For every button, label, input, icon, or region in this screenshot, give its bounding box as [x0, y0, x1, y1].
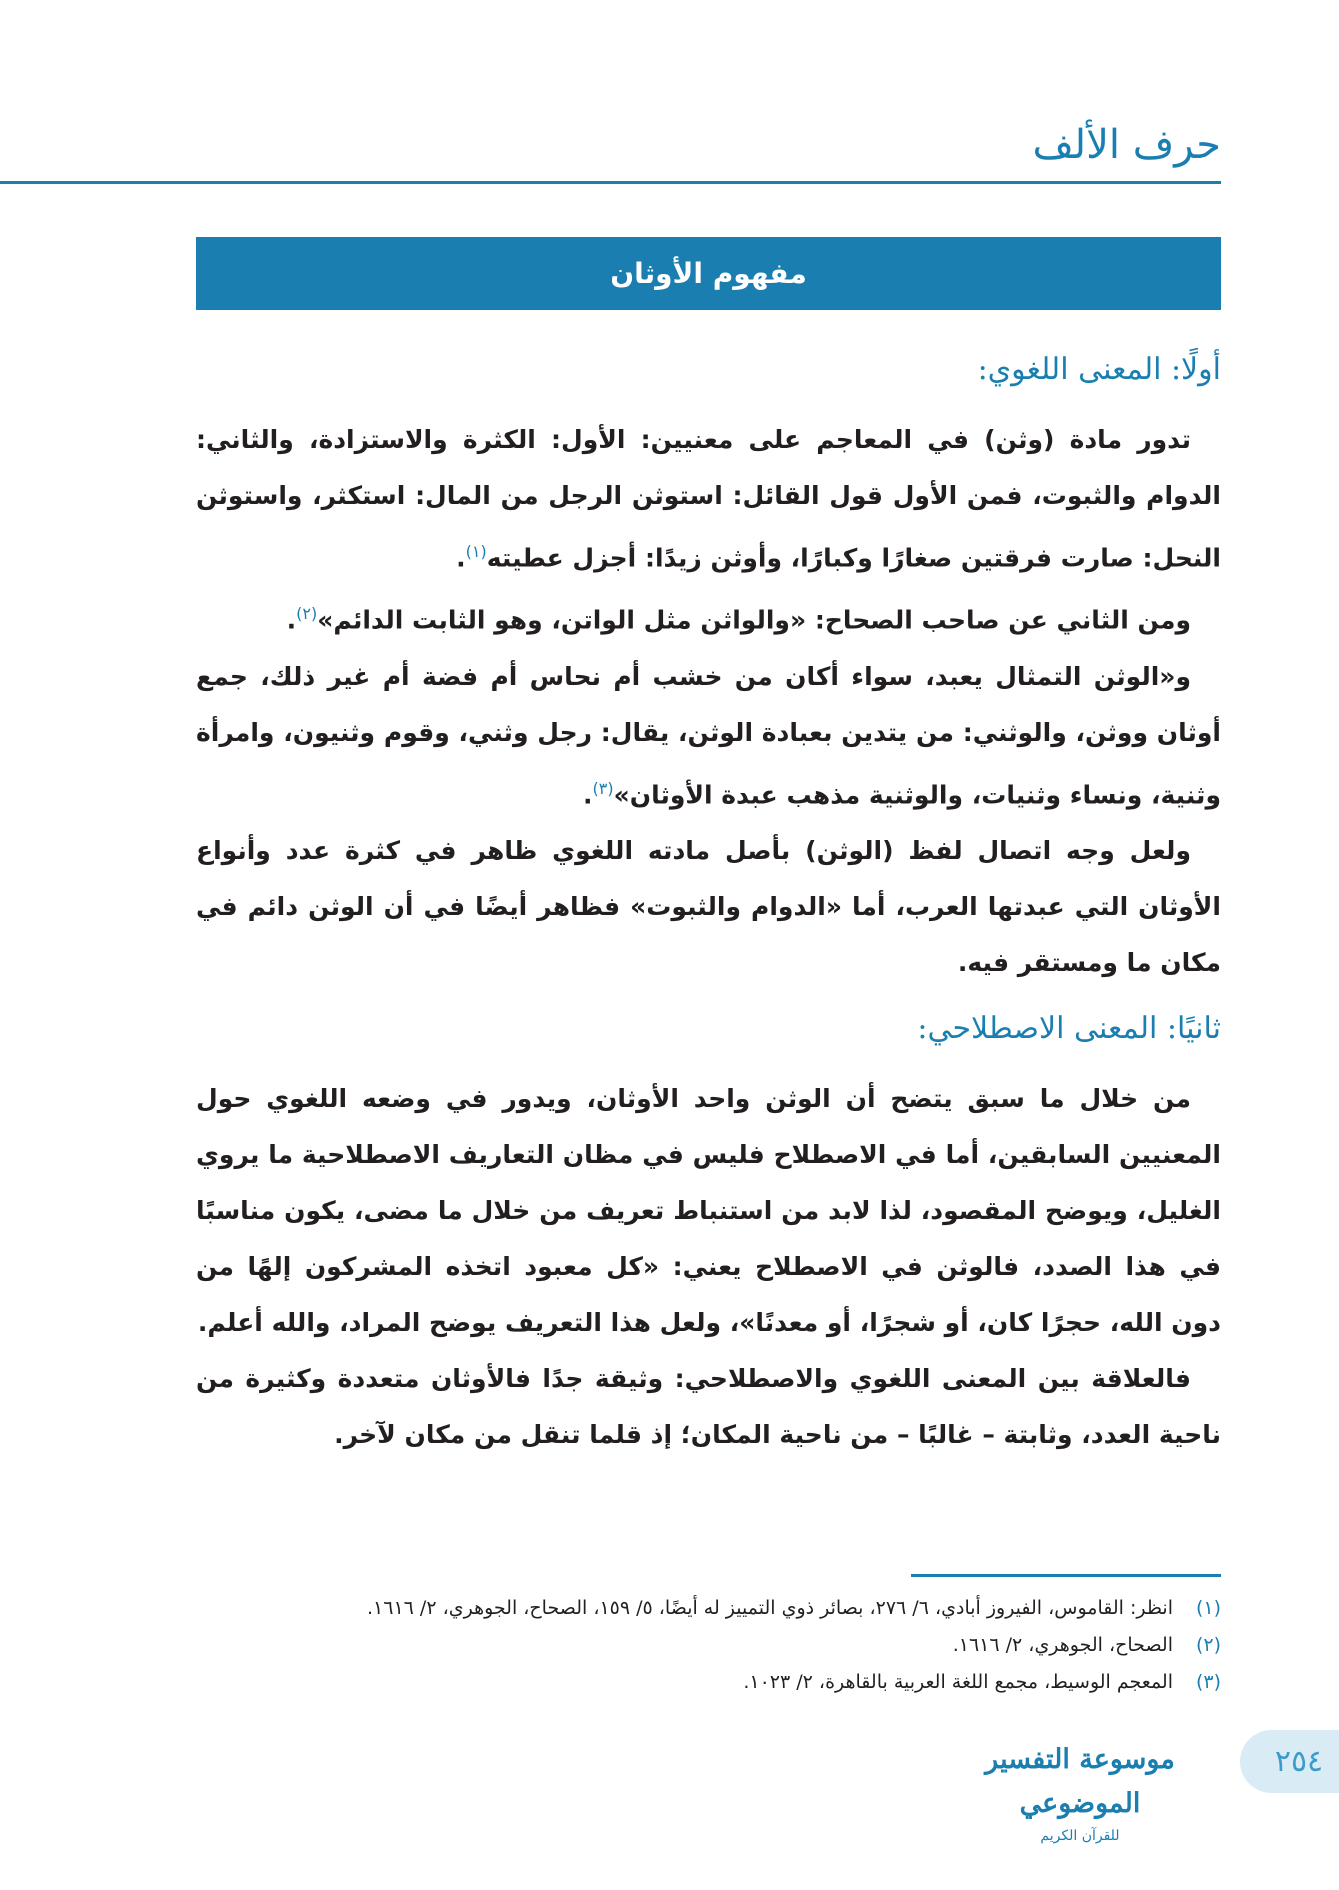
footnote-text: المعجم الوسيط، مجمع اللغة العربية بالقاهرة، ٢/ ١٠٢٣. — [743, 1671, 1173, 1693]
section-banner — [196, 237, 1221, 310]
heading-technical-meaning: ثانيًا: المعنى الاصطلاحي: — [917, 1010, 1221, 1046]
paragraph-6: فالعلاقة بين المعنى اللغوي والاصطلاحي: وثيقة جدًا فالأوثان متعددة وكثيرة من ناحية العدد، وثابتة – غالبًا – من ناحية المكان؛ إذ قلما تنقل من مكان لآخر. — [196, 1363, 1221, 1449]
footnote-1 — [196, 1592, 1221, 1625]
heading-linguistic-meaning: أولًا: المعنى اللغوي: — [977, 352, 1221, 387]
paragraph-3-text: و«الوثن التمثال يعبد، سواء أكان من خشب أم نحاس أم فضة أم غير ذلك، جمع أوثان ووثن، والوثني: من يتدين بعبادة الوثن، يقال: رجل وثني، وقوم وثنيون، وامرأة وثنية، ونساء وثنيات، والوثنية مذهب عبدة الأوثان» — [196, 661, 1221, 809]
paragraph-4: ولعل وجه اتصال لفظ (الوثن) بأصل مادته اللغوي ظاهر في كثرة عدد وأنواع الأوثان التي عبدتها العرب، أما «الدوام والثبوت» فظاهر أيضًا في أن الوثن دائم في مكان ما ومستقر فيه. — [196, 835, 1221, 977]
banner-title: مفهوم الأوثان — [610, 257, 807, 290]
paragraph-2-end: . — [286, 605, 297, 635]
footnote-number: (٣) — [1195, 1671, 1221, 1693]
footnote-text: الصحاح، الجوهري، ٢/ ١٦١٦. — [952, 1634, 1173, 1656]
paragraph-1-end: . — [456, 543, 466, 573]
encyclopedia-logo — [930, 1738, 1230, 1844]
footnote-3 — [196, 1666, 1221, 1699]
footnote-2 — [196, 1629, 1221, 1662]
footnote-ref-2[interactable]: (٢) — [296, 604, 318, 624]
paragraph-3-end: . — [582, 779, 593, 809]
footnote-ref-3[interactable]: (٣) — [592, 778, 614, 798]
footnote-text: انظر: القاموس، الفيروز أبادي، ٦/ ٢٧٦، بصائر ذوي التمييز له أيضًا، ٥/ ١٥٩، الصحاح، الجوهري، ٢/ ١٦١٦. — [367, 1597, 1173, 1619]
page-number: ٢٥٤ — [1274, 1744, 1324, 1779]
page-number-badge — [1240, 1730, 1339, 1793]
logo-title: موسوعة التفسير الموضوعي — [985, 1744, 1175, 1819]
chapter-title: حرف الألف — [1032, 122, 1221, 168]
header-divider — [0, 181, 1221, 184]
paragraph-3 — [196, 649, 1221, 823]
paragraph-2-text: ومن الثاني عن صاحب الصحاح: «والواثن مثل الواتن، وهو الثابت الدائم» — [317, 605, 1191, 635]
footnote-ref-1[interactable]: (١) — [465, 542, 487, 561]
footnote-number: (١) — [1195, 1597, 1221, 1619]
paragraph-2 — [196, 586, 1221, 648]
paragraph-1-text: تدور مادة (وثن) في المعاجم على معنيين: الأول: الكثرة والاستزادة، والثاني: الدوام والثبوت، فمن الأول قول القائل: استوثن الرجل من المال: استكثر، واستوثن النحل: صارت فرقتين صغارًا وكبارًا، وأوثن زيدًا: أجزل عطيته — [196, 425, 1221, 573]
section-spacer — [196, 991, 1221, 999]
footnotes — [196, 1592, 1221, 1703]
footnote-number: (٢) — [1195, 1634, 1221, 1656]
footnote-divider — [911, 1574, 1221, 1577]
main-content — [196, 340, 1221, 1463]
logo-subtitle: للقرآن الكريم — [1040, 1828, 1120, 1844]
paragraph-1 — [196, 412, 1221, 586]
paragraph-5: من خلال ما سبق يتضح أن الوثن واحد الأوثان، ويدور في وضعه اللغوي حول المعنيين السابقين، أما في الاصطلاح فليس في مظان التعاريف الاصطلاحية ما يروي الغليل، ويوضح المقصود، لذا لابد من استنباط تعريف من خلال ما مضى، يكون مناسبًا في هذا الصدد، فالوثن في الاصطلاح يعني: «كل معبود اتخذه المشركون إلهًا من دون الله، حجرًا كان، أو شجرًا، أو معدنًا»، ولعل هذا التعريف يوضح المراد، والله أعلم. — [196, 1083, 1221, 1337]
